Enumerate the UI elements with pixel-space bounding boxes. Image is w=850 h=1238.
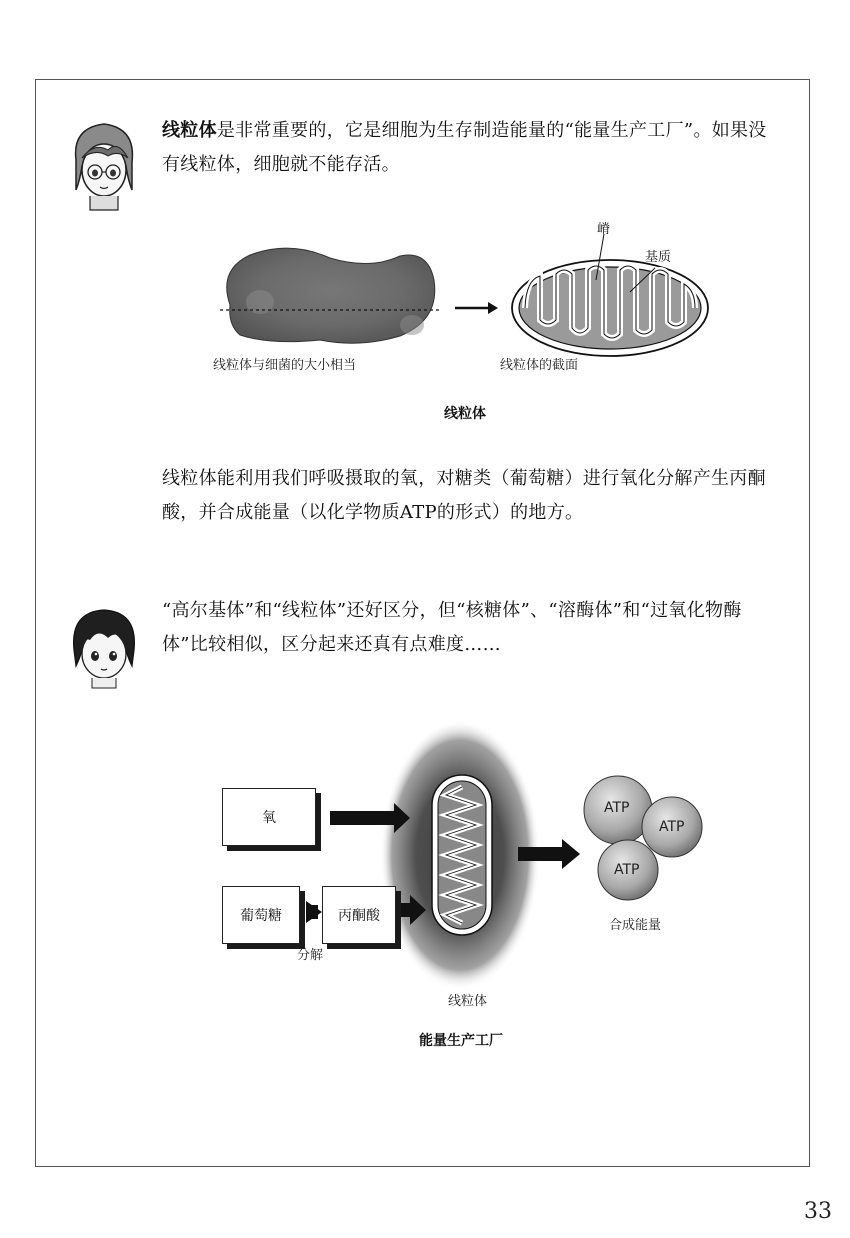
label-crista: 嵴 [597, 222, 611, 237]
character-short-hair-avatar [68, 606, 140, 688]
paragraph-2: 线粒体能利用我们呼吸摄取的氧，对糖类（葡萄糖）进行氧化分解产生丙酮酸，并合成能量（以化学物质ATP的形式）的地方。 [162, 468, 766, 523]
intro-paragraph [162, 114, 778, 182]
atp-label-3: ATP [614, 862, 640, 878]
character-glasses-girl-avatar [68, 120, 140, 212]
dialogue-2: “高尔基体”和“线粒体”还好区分，但“核糖体”、“溶酶体”和“过氧化物酶体”比较相似，区分起来还真有点难度…… [162, 600, 742, 655]
energy-factory-diagram [200, 735, 720, 1005]
figure1-caption: 线粒体 [444, 406, 486, 422]
label-size-comparison: 线粒体与细菌的大小相当 [213, 358, 357, 373]
label-cross-section: 线粒体的截面 [500, 358, 579, 373]
label-mitochondrion: 线粒体 [448, 994, 488, 1009]
mitochondrion-diagram [200, 210, 740, 360]
intro-text: 是非常重要的，它是细胞为生存制造能量的“能量生产工厂”。如果没有线粒体，细胞就不能存活。 [162, 120, 767, 175]
page-number: 33 [804, 1199, 832, 1224]
label-decompose: 分解 [297, 948, 324, 963]
box-oxygen: 氧 [222, 788, 316, 846]
label-energy-synthesis: 合成能量 [609, 918, 662, 933]
box-pyruvate: 丙酮酸 [322, 886, 396, 944]
box-glucose: 葡萄糖 [222, 886, 300, 944]
intro-bold-term: 线粒体 [162, 120, 217, 141]
atp-label-1: ATP [604, 800, 630, 816]
atp-label-2: ATP [659, 819, 685, 835]
label-matrix: 基质 [645, 250, 672, 265]
figure2-caption: 能量生产工厂 [419, 1033, 503, 1049]
